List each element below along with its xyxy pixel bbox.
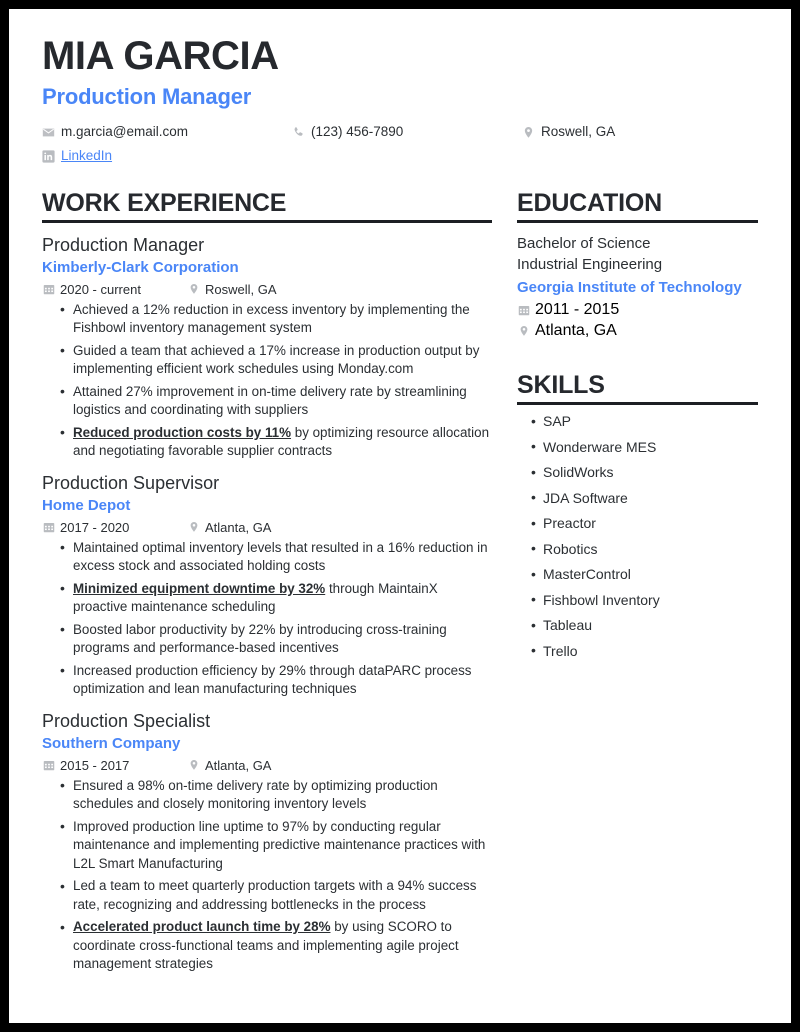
resume-header	[42, 35, 758, 167]
bullet-item	[73, 818, 492, 874]
calendar-icon	[42, 759, 55, 772]
calendar-icon	[517, 304, 530, 317]
work-entry-company: Kimberly-Clark Corporation	[42, 259, 239, 277]
education-location	[517, 322, 758, 340]
bullet-text: Achieved a 12% reduction in excess inventory by implementing the Fishbowl inventory management system	[73, 301, 470, 336]
bullet-text: Increased production efficiency by 29% through dataPARC process optimization and lean manufacturing techniques	[73, 662, 472, 697]
map-pin-icon	[187, 759, 200, 772]
work-entry-location-text: Roswell, GA	[205, 281, 277, 297]
bullet-text: Ensured a 98% on-time delivery rate by optimizing production schedules and closely monitoring inventory levels	[73, 777, 438, 812]
bullet-item	[73, 539, 492, 576]
bullet-highlight: Reduced production costs by 11%	[73, 424, 292, 440]
calendar-icon	[42, 521, 55, 534]
work-entry-location	[187, 282, 277, 297]
skill-item: • Tableau	[543, 615, 758, 635]
contact-row-primary	[42, 122, 758, 142]
bullet-item	[73, 777, 492, 814]
work-entry-meta	[42, 758, 492, 773]
map-pin-icon	[187, 283, 200, 296]
map-pin-icon	[187, 521, 200, 534]
bullet-highlight: Accelerated product launch time by 28%	[73, 919, 331, 935]
education-heading: EDUCATION	[517, 188, 662, 217]
bullet-item	[73, 424, 492, 461]
header-job-title: Production Manager	[42, 84, 252, 110]
bullet-text: Attained 27% improvement in on-time delivery rate by streamlining logistics and coordinating with suppliers	[73, 383, 467, 418]
work-entry-dates	[42, 758, 187, 773]
phone-icon	[292, 126, 305, 139]
skill-item: • JDA Software	[543, 488, 758, 508]
work-entry-meta	[42, 282, 492, 297]
bullet-item	[73, 662, 492, 699]
skill-item: • MasterControl	[543, 564, 758, 584]
education-dates	[517, 301, 758, 319]
skill-item: • Trello	[543, 641, 758, 661]
work-entry-dates-text: 2017 - 2020	[60, 519, 130, 535]
education-school: Georgia Institute of Technology	[517, 279, 742, 297]
work-entry-dates-text: 2020 - current	[60, 281, 141, 297]
contact-linkedin-text: LinkedIn	[61, 148, 113, 164]
work-entry-dates	[42, 520, 187, 535]
work-entry-dates-text: 2015 - 2017	[60, 757, 130, 773]
bullet-text: Improved production line uptime to 97% by conducting regular maintenance and implementing predictive maintenance practices with L2L Smart Manufacturing	[73, 818, 486, 871]
contact-email-text: m.garcia@email.com	[61, 124, 188, 140]
resume-body	[42, 189, 758, 978]
work-entry-bullets	[42, 777, 492, 974]
bullet-text: by optimizing resource allocation and negotiating favorable supplier contracts	[73, 424, 490, 459]
work-entry-location	[187, 758, 271, 773]
contact-location-text: Roswell, GA	[541, 124, 616, 140]
bullet-item	[73, 918, 492, 974]
bullet-item	[73, 580, 492, 617]
work-entry-location-text: Atlanta, GA	[205, 519, 272, 535]
work-entry-title: Production Supervisor	[42, 472, 220, 493]
work-entry-location-text: Atlanta, GA	[205, 757, 272, 773]
education-degree: Bachelor of Science	[517, 234, 651, 252]
contact-linkedin[interactable]	[42, 146, 112, 166]
skill-item: • SolidWorks	[543, 462, 758, 482]
bullet-item	[73, 342, 492, 379]
map-pin-icon	[517, 325, 530, 338]
skills-list	[517, 411, 758, 661]
work-entry	[42, 710, 492, 974]
work-entry-dates	[42, 282, 187, 297]
work-experience-heading: WORK EXPERIENCE	[42, 188, 287, 217]
work-entry	[42, 234, 492, 461]
work-entry-title: Production Specialist	[42, 710, 211, 731]
bullet-item	[73, 383, 492, 420]
work-entry	[42, 472, 492, 699]
skill-item: • SAP	[543, 411, 758, 431]
bullet-text: Led a team to meet quarterly production targets with a 94% success rate, recognizing and addressing bottlenecks in the process	[73, 878, 477, 912]
envelope-icon	[42, 126, 55, 139]
resume-page	[9, 9, 791, 1023]
contact-phone[interactable]	[292, 122, 522, 142]
contact-phone-text: (123) 456-7890	[311, 124, 404, 140]
work-entry-location	[187, 520, 271, 535]
bullet-item	[73, 621, 492, 658]
education-entry	[517, 233, 758, 341]
bullet-item	[73, 301, 492, 338]
education-location-text: Atlanta, GA	[535, 322, 617, 340]
bullet-text: through MaintainX proactive maintenance scheduling	[73, 580, 438, 615]
contact-row-secondary	[42, 146, 758, 166]
contact-location	[522, 122, 758, 142]
bullet-item	[73, 877, 492, 914]
bullet-text: by using SCORO to coordinate cross-functional teams and implementing agile project management strategies	[73, 919, 459, 972]
bullet-text: Maintained optimal inventory levels that resulted in a 16% reduction in excess stock and associated holding costs	[73, 539, 488, 574]
contact-email[interactable]	[42, 122, 292, 142]
bullet-text: Boosted labor productivity by 22% by introducing cross-training programs and performance-based incentives	[73, 621, 447, 656]
work-entry-meta	[42, 520, 492, 535]
education-meta	[517, 301, 758, 340]
sidebar-column	[517, 189, 758, 667]
work-entry-company: Southern Company	[42, 735, 181, 753]
work-entry-bullets	[42, 301, 492, 461]
work-entry-bullets	[42, 539, 492, 699]
bullet-text: Guided a team that achieved a 17% increase in production output by implementing efficient work schedules using Monday.com	[73, 342, 480, 377]
calendar-icon	[42, 283, 55, 296]
education-field: Industrial Engineering	[517, 256, 663, 274]
work-experience-column	[42, 189, 492, 978]
map-pin-icon	[522, 126, 535, 139]
work-entry-title: Production Manager	[42, 234, 205, 255]
skill-item: • Fishbowl Inventory	[543, 590, 758, 610]
skill-item: • Wonderware MES	[543, 437, 758, 457]
linkedin-icon	[42, 150, 55, 163]
page-title: MIA GARCIA	[42, 34, 279, 78]
education-dates-text: 2011 - 2015	[535, 301, 620, 319]
work-entry-company: Home Depot	[42, 497, 131, 515]
bullet-highlight: Minimized equipment downtime by 32%	[73, 580, 326, 596]
skills-heading: SKILLS	[517, 371, 605, 400]
section-divider	[517, 402, 758, 405]
section-divider	[517, 220, 758, 223]
section-divider	[42, 220, 492, 223]
skill-item: • Robotics	[543, 539, 758, 559]
skill-item: • Preactor	[543, 513, 758, 533]
